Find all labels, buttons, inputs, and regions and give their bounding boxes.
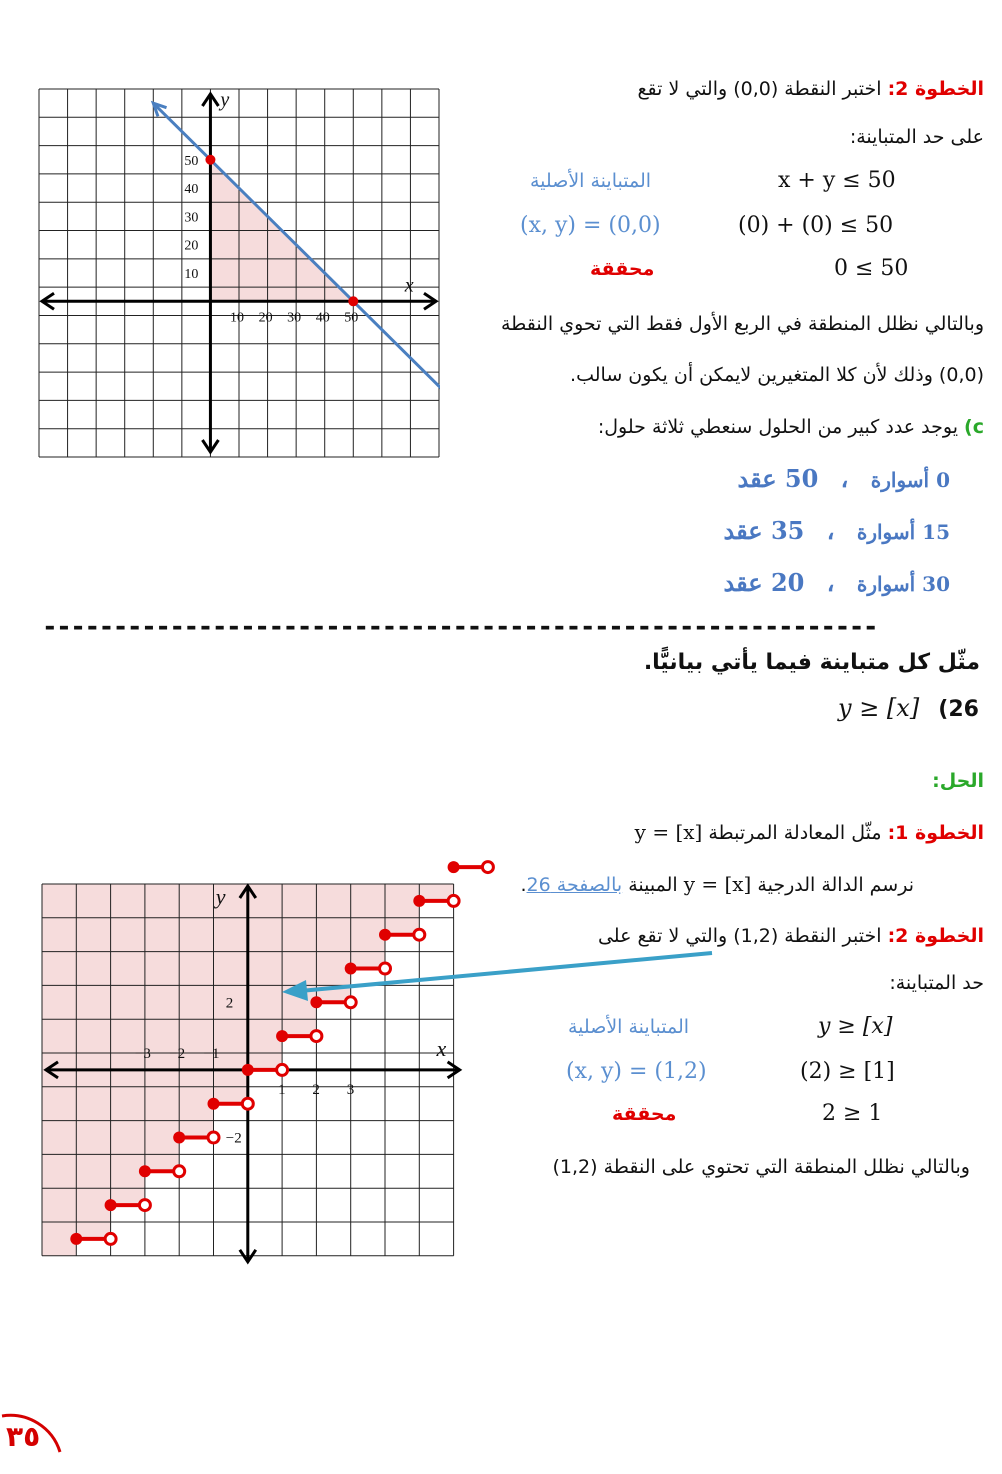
x-tick-label: 1 xyxy=(278,1081,286,1098)
x-tick-label: 20 xyxy=(258,310,273,326)
section-divider: ----------------------------------------------------------- xyxy=(42,612,878,642)
sol-row3-math: 2 ≥ 1 xyxy=(822,1101,883,1126)
top-row2-math: (0) + (0) ≤ 50 xyxy=(738,213,894,238)
step2-line xyxy=(524,925,984,947)
inequality-graph-2 xyxy=(40,872,460,1262)
y-tick-label: 20 xyxy=(184,238,199,254)
step1-math: y = [x] xyxy=(634,820,703,844)
step-open-dot xyxy=(482,862,493,873)
step-closed-dot xyxy=(242,1064,254,1076)
step2-label: الخطوة 2: xyxy=(887,78,984,100)
intercept-point xyxy=(348,296,358,306)
top-conclusion-2: (0,0) وذلك لأن كلا المتغيرين لايمكن أن يكون سالب. xyxy=(570,364,984,386)
sol-row1-math: y ≥ [x] xyxy=(818,1014,893,1039)
top-row2-note: (x, y) = (0,0) xyxy=(520,213,661,238)
solution-1-left: 50 عقد xyxy=(737,464,819,493)
part-c-line xyxy=(484,416,984,438)
exercise-line xyxy=(838,694,979,722)
step-open-dot xyxy=(139,1200,150,1211)
top-row3-note: محققة xyxy=(590,258,655,280)
step-open-dot xyxy=(414,929,425,940)
x-axis-label: x xyxy=(404,274,414,297)
draw-line xyxy=(454,872,914,896)
solution-row-3 xyxy=(724,568,950,597)
inequality-graph-1 xyxy=(38,88,440,458)
draw-text-a: نرسم الدالة الدرجية xyxy=(751,874,914,896)
step-closed-dot xyxy=(139,1165,151,1177)
x-axis-label: x xyxy=(436,1035,447,1061)
graph-2-svg xyxy=(40,872,460,1262)
draw-text-b: المبينة xyxy=(622,874,684,896)
intercept-point xyxy=(205,155,215,165)
sol-row2-note: (x, y) = (1,2) xyxy=(566,1059,707,1084)
part-c-text: يوجد عدد كبير من الحلول سنعطي ثلاثة حلول: xyxy=(597,416,958,438)
step2b-text: اختبر النقطة (1,2) والتي لا تقع على xyxy=(597,925,888,947)
part-c-label: c) xyxy=(964,416,984,438)
solution-2-left: 35 عقد xyxy=(723,516,805,545)
step-closed-dot xyxy=(70,1233,82,1245)
top-step2-line xyxy=(464,78,984,100)
solution-1-right: 0 أسوارة xyxy=(870,468,950,492)
sol-row3-note: محققة xyxy=(612,1103,677,1125)
step-open-dot xyxy=(174,1166,185,1177)
draw-math: y = [x] xyxy=(683,872,752,896)
exercise-inequality: y ≥ [x] xyxy=(838,694,920,722)
exercise-heading: مثّل كل متباينة فيما يأتي بيانيًّا. xyxy=(643,650,980,675)
sol-conclusion: وبالتالي نظلل المنطقة التي تحتوي على النقطة (1,2) xyxy=(552,1156,970,1178)
page-26-link[interactable]: بالصفحة 26 xyxy=(526,874,623,896)
page-number-badge xyxy=(0,1404,66,1470)
y-tick-label: −2 xyxy=(225,1130,242,1147)
step-closed-dot xyxy=(310,996,322,1008)
step-open-dot xyxy=(208,1132,219,1143)
x-tick-label: −2 xyxy=(169,1045,186,1062)
step-open-dot xyxy=(242,1098,253,1109)
x-tick-label: −1 xyxy=(203,1045,220,1062)
solution-3-left: 20 عقد xyxy=(723,568,805,597)
step-open-dot xyxy=(448,895,459,906)
solution-row-1 xyxy=(737,464,950,493)
x-tick-label: 3 xyxy=(346,1081,355,1098)
step-closed-dot xyxy=(276,1030,288,1042)
step-closed-dot xyxy=(413,895,425,907)
y-tick-label: 2 xyxy=(225,995,234,1012)
page-number: ٣٥ xyxy=(6,1420,41,1453)
x-tick-label: 30 xyxy=(287,310,302,326)
x-tick-label: −3 xyxy=(134,1045,151,1062)
x-tick-label: 40 xyxy=(315,310,330,326)
step-closed-dot xyxy=(379,929,391,941)
x-tick-label: 2 xyxy=(312,1081,320,1098)
step-open-dot xyxy=(311,1031,322,1042)
solution-3-right: 30 أسوارة xyxy=(856,572,950,596)
step2-text: اختبر النقطة (0,0) والتي لا تقع xyxy=(637,78,888,100)
solution-2-sep: ، xyxy=(818,516,835,545)
graph-1-svg xyxy=(38,88,440,458)
step1-line xyxy=(564,820,984,844)
x-tick-label: 50 xyxy=(344,310,359,326)
y-axis-label: y xyxy=(220,89,230,111)
top-row1-math: x + y ≤ 50 xyxy=(778,168,896,193)
step-closed-dot xyxy=(173,1132,185,1144)
y-tick-label: 50 xyxy=(184,153,199,169)
top-step2-line2: على حد المتباينة: xyxy=(849,126,984,148)
step2b-line2: حد المتباينة: xyxy=(889,972,984,994)
top-row1-note: المتباينة الأصلية xyxy=(530,170,652,192)
y-tick-label: 30 xyxy=(184,210,199,226)
solution-row-2 xyxy=(724,516,950,545)
y-tick-label: 40 xyxy=(184,182,199,198)
step-closed-dot xyxy=(208,1098,220,1110)
solution-2-right: 15 أسوارة xyxy=(856,520,950,544)
draw-end: . xyxy=(520,874,527,896)
step-open-dot xyxy=(345,997,356,1008)
y-axis-label: y xyxy=(215,884,226,909)
sol-row1-note: المتباينة الأصلية xyxy=(568,1016,690,1038)
top-row3-math: 0 ≤ 50 xyxy=(834,256,909,281)
sol-row2-math: (2) ≥ [1] xyxy=(800,1059,895,1084)
step-open-dot xyxy=(380,963,391,974)
step-closed-dot xyxy=(105,1199,117,1211)
x-tick-label: 10 xyxy=(230,310,244,326)
step2b-label: الخطوة 2: xyxy=(887,925,984,947)
step-open-dot xyxy=(277,1064,288,1075)
top-conclusion-1: وبالتالي نظلل المنطقة في الربع الأول فقط التي تحوي النقطة xyxy=(500,313,984,335)
solution-label: الحل: xyxy=(932,770,984,792)
y-tick-label: 10 xyxy=(184,267,199,282)
step1-text: مثّل المعادلة المرتبطة xyxy=(702,822,888,844)
step-closed-dot xyxy=(345,963,357,975)
solution-3-sep: ، xyxy=(818,568,835,597)
solution-1-sep: ، xyxy=(832,464,849,493)
step-open-dot xyxy=(105,1233,116,1244)
step-closed-dot xyxy=(448,861,460,873)
step1-label: الخطوة 1: xyxy=(887,822,984,844)
exercise-number: (26 xyxy=(938,697,979,722)
